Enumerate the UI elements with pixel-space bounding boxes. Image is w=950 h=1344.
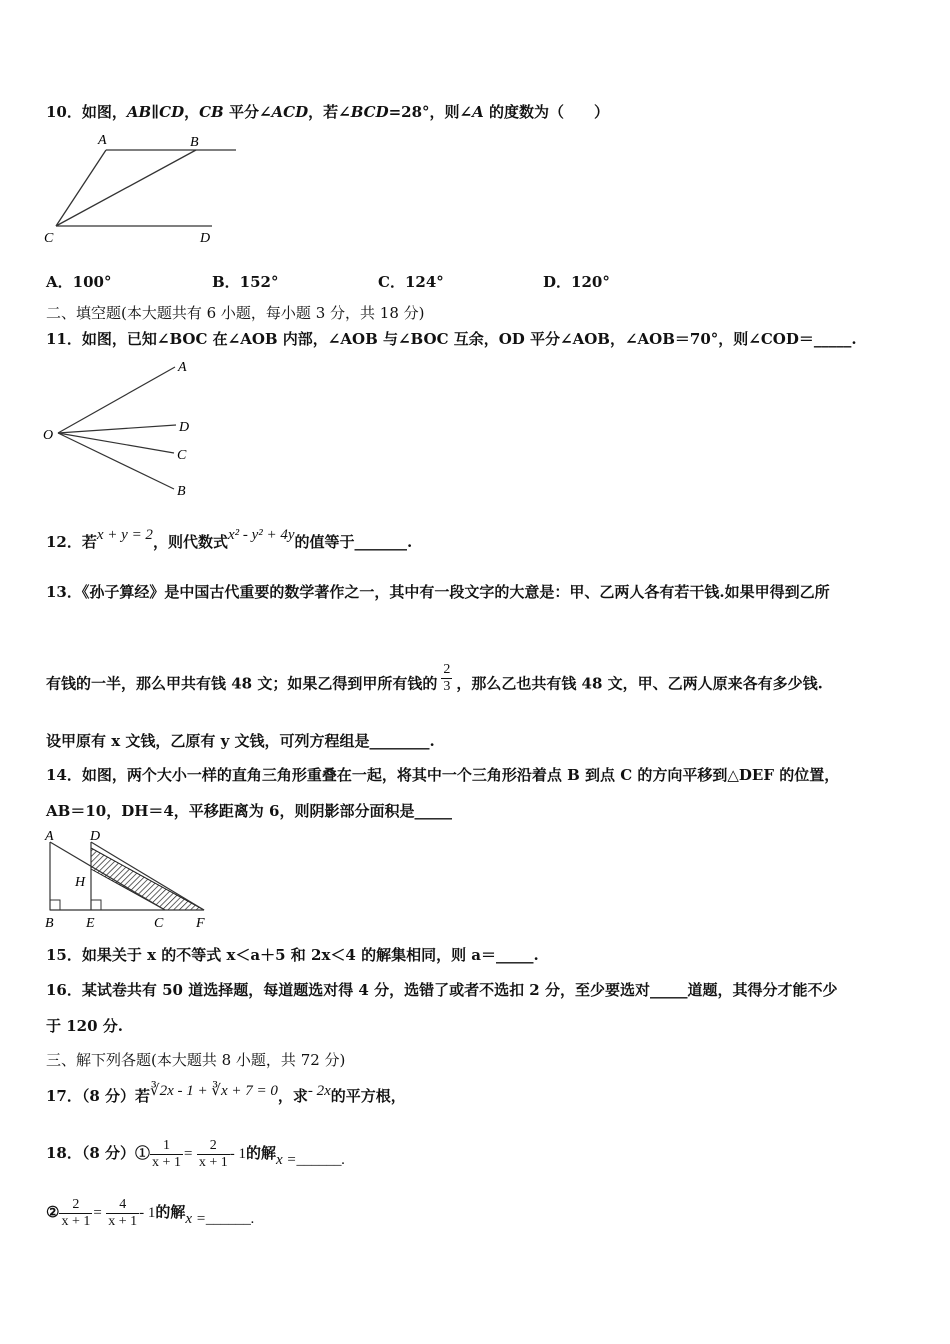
q11-stem: 11．如图，已知∠BOC 在∠AOB 内部，∠AOB 与∠BOC 互余，OD 平分∠AOB，∠AOB＝70°，则∠COD＝_____. (46, 330, 857, 348)
q10-option-b[interactable]: B．152° (212, 273, 279, 291)
q16-line2: 于 120 分. (46, 1017, 123, 1035)
q14-line2: AB＝10，DH＝4，平移距离为 6，则阴影部分面积是_____ (46, 802, 452, 820)
q14-figure (40, 828, 215, 936)
q16-line1: 16．某试卷共有 50 道选择题，每道题选对得 4 分，选错了或者不选扣 2 分，至少要选对_____道题，其得分才能不少 (46, 981, 838, 999)
q18-answer-1: x =______. (276, 1152, 346, 1168)
q18-part2: ② $\frac{2}{x + 1}$ = $\frac{4}{x + 1}$ - 1的解x =______. (46, 1196, 255, 1229)
q11-figure (40, 355, 200, 505)
q10-label-a: A (98, 133, 107, 148)
q10-option-a[interactable]: A．100° (46, 273, 112, 291)
section-2-heading: 二、填空题(本大题共有 6 小题，每小题 3 分，共 18 分) (46, 304, 425, 322)
q10-option-c[interactable]: C．124° (378, 273, 444, 291)
q13-fraction: $\frac{2}{3}$ (443, 662, 451, 694)
q17-stem: 17．（8 分）若∛2x - 1 + ∛x + 7 = 0，求- 2x的平方根， (46, 1083, 406, 1105)
q14-label-a: A (45, 829, 54, 844)
section-3-heading: 三、解下列各题(本大题共 8 小题，共 72 分) (46, 1051, 346, 1069)
q13-line2: 有钱的一半，那么甲共有钱 48 文；如果乙得到甲所有钱的 $\frac{2}{3}$ ，那么乙也共有钱 48 文，甲、乙两人原来各有多少钱. (46, 662, 823, 694)
q14-label-h: H (75, 875, 86, 890)
q13-line3: 设甲原有 x 文钱，乙原有 y 文钱，可列方程组是________. (46, 732, 435, 750)
q10-label-b: B (190, 135, 199, 150)
q18-answer-2: x =______. (185, 1211, 255, 1227)
q12-stem: 12．若x + y = 2，则代数式x² - y² + 4y的值等于_______. (46, 527, 413, 551)
q14-label-f: F (196, 916, 205, 931)
q15-stem: 15．如果关于 x 的不等式 x＜a＋5 和 2x＜4 的解集相同，则 a＝_____. (46, 946, 539, 964)
q10-label-d: D (200, 231, 211, 246)
q11-label-d: D (179, 420, 190, 435)
q12-equation: x + y = 2 (96, 527, 153, 543)
q14-label-c: C (154, 916, 164, 931)
q14-line1: 14．如图，两个大小一样的直角三角形重叠在一起，将其中一个三角形沿着点 B 到点 C 的方向平移到△DEF 的位置， (46, 766, 840, 784)
q12-expression: x² - y² + 4y (227, 527, 295, 543)
q18-frac-4: $\frac{4}{x + 1}$ (108, 1196, 138, 1229)
q17-expression-2: - 2x (307, 1083, 331, 1099)
q18-frac-3: $\frac{2}{x + 1}$ (61, 1196, 91, 1229)
q17-expression: ∛2x - 1 + ∛x + 7 = 0 (150, 1083, 278, 1099)
q18-frac-2: $\frac{2}{x + 1}$ (198, 1137, 228, 1170)
q10-option-d[interactable]: D．120° (543, 273, 610, 291)
q10-label-c: C (44, 231, 54, 246)
q14-label-d: D (90, 829, 101, 844)
q18-frac-1: $\frac{1}{x + 1}$ (152, 1137, 181, 1170)
q14-label-e: E (86, 916, 95, 931)
q11-label-b: B (177, 484, 186, 499)
q11-label-a: A (178, 360, 187, 375)
q14-label-b: B (45, 916, 54, 931)
q13-line1: 13．《孙子算经》是中国古代重要的数学著作之一，其中有一段文字的大意是：甲、乙两人各有若干钱.如果甲得到乙所 (46, 583, 830, 601)
q18-part1: 18．（8 分）① $\frac{1}{x + 1}$ = $\frac{2}{x + 1}$ - 1的解x =______. (46, 1137, 346, 1170)
q10-figure (40, 128, 245, 250)
q11-label-c: C (177, 448, 187, 463)
q10-stem: 10．如图，AB∥CD，CB 平分∠ACD，若∠BCD=28°，则∠A 的度数为（ ） (46, 103, 609, 121)
q11-label-o: O (43, 428, 54, 443)
